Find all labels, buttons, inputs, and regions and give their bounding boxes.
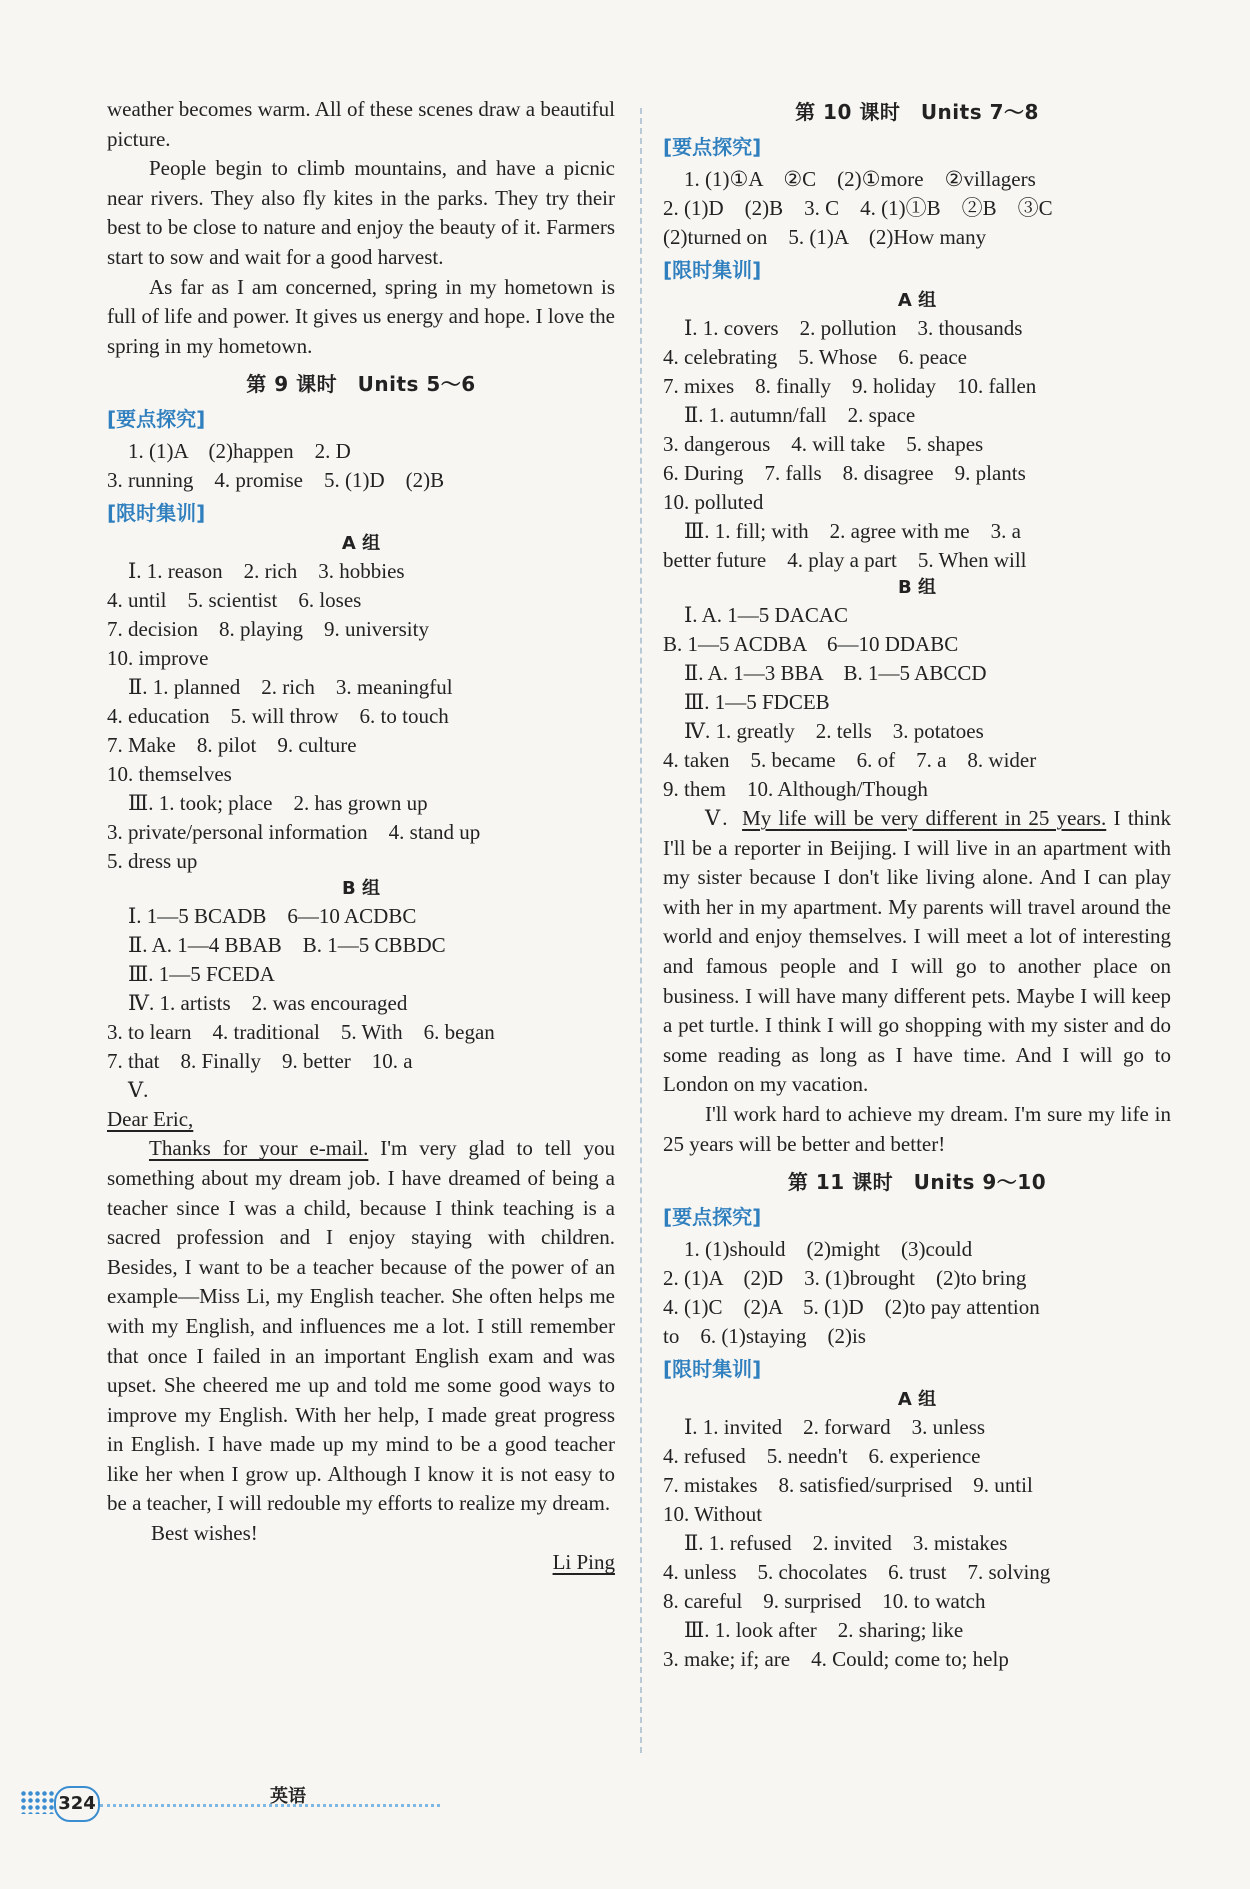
section-xianshi: [限时集训] — [663, 1357, 762, 1382]
answer-line: 4. (1)C (2)A 5. (1)D (2)to pay attention — [663, 1295, 1040, 1320]
answer-line: Ⅰ. A. 1—5 DACAC — [663, 603, 849, 627]
letter-text: I'm very glad to tell you something about my dream job. I have dreamed of being a teacher since I was a child, because I think teaching is a sacred profession and I enjoy staying with children. Besides, I want to be a teacher because of the power of an example—Miss Li, my English teacher. She often helps me with my English, and influences me a lot. I still remember that once I failed in an important English exam and was upset. She cheered me up and told me some good ways to improve my English. With her help, I made great progress in English. I have made up my mind to be a good teacher like her when I grow up. Although I know it is not easy to be a teacher, I will redouble my efforts to realize my dream. — [107, 1136, 615, 1516]
answer-line: 3. running 4. promise 5. (1)D (2)B — [107, 468, 445, 493]
page-footer — [20, 1782, 440, 1822]
answer-line: Ⅱ. A. 1—3 BBA B. 1—5 ABCCD — [663, 661, 987, 685]
answer-line: 3. dangerous 4. will take 5. shapes — [663, 432, 984, 456]
answer-line: Ⅰ. 1. reason 2. rich 3. hobbies — [107, 559, 405, 584]
answer-line: Ⅲ. 1. look after 2. sharing; like — [663, 1618, 964, 1643]
answer-line: 3. make; if; are 4. Could; come to; help — [663, 1647, 1009, 1672]
group-a-label: A 组 — [897, 290, 937, 311]
letter-body — [107, 1134, 615, 1519]
group-a-label: A 组 — [341, 533, 381, 555]
subject-label: 英语 — [270, 1786, 306, 1807]
answer-line: (2)turned on 5. (1)A (2)How many — [663, 225, 987, 249]
paragraph-2: As far as I am concerned, spring in my hometown is full of life and power. It gives us energy and hope. I love the spring in my hometown. — [107, 274, 615, 358]
dots-decoration-icon — [20, 1790, 54, 1814]
page-number: 324 — [54, 1786, 100, 1822]
lesson-10-title: 第 10 课时 Units 7～8 — [795, 100, 1039, 124]
answer-line: Ⅲ. 1—5 FCEDA — [107, 962, 275, 987]
answer-line: 1. (1)①A ②C (2)①more ②villagers — [663, 167, 1036, 191]
letter-salutation: Dear Eric, — [107, 1107, 194, 1132]
letter-closing: Best wishes! — [151, 1521, 258, 1546]
answer-line: Ⅱ. 1. refused 2. invited 3. mistakes — [663, 1531, 1008, 1556]
right-column — [663, 95, 1171, 1674]
answer-line: 7. that 8. Finally 9. better 10. a — [107, 1049, 413, 1074]
answer-line: Ⅰ. 1—5 BCADB 6—10 ACDBC — [107, 904, 417, 929]
left-column — [107, 95, 615, 1577]
letter-opening: Thanks for your e-mail. — [149, 1136, 369, 1161]
group-b-label: B 组 — [342, 878, 380, 900]
answer-line: 4. taken 5. became 6. of 7. a 8. wider — [663, 748, 1037, 772]
essay-body: I think I'll be a reporter in Beijing. I will live in an apartment with my sister because I don't like living alone. And I can play with her in my apartment. My parents will travel around the world and enjoy themselves. I will meet a lot of interesting and famous people and I will go to another place on business. I will have many different pets. Maybe I will keep a pet turtle. I think I will go shopping with my sister and do some reading as long as I have time. And I will go to London on my vacation. — [663, 806, 1171, 1097]
answer-line: 5. dress up — [107, 849, 198, 874]
answer-line: 7. mistakes 8. satisfied/surprised 9. until — [663, 1473, 1033, 1498]
essay — [663, 804, 1171, 1100]
answer-line: Ⅰ. 1. invited 2. forward 3. unless — [663, 1415, 986, 1440]
section-yaodian: [要点探究] — [107, 407, 206, 432]
answer-line: 8. careful 9. surprised 10. to watch — [663, 1589, 986, 1614]
essay-label: Ⅴ. — [705, 806, 728, 830]
answer-line: to 6. (1)staying (2)is — [663, 1324, 866, 1349]
section-yaodian: [要点探究] — [663, 135, 762, 159]
answer-line: B. 1—5 ACDBA 6—10 DDABC — [663, 632, 959, 656]
answer-line: Ⅳ. 1. artists 2. was encouraged — [107, 991, 408, 1016]
answer-line: 7. decision 8. playing 9. university — [107, 617, 429, 642]
answer-line: 10. themselves — [107, 762, 232, 787]
paragraph-1: People begin to climb mountains, and have a picnic near rivers. They also fly kites in the parks. They try their best to be close to nature and enjoy the beauty of it. Farmers start to sow and wait for a good harvest. — [107, 156, 615, 269]
section-xianshi: [限时集训] — [107, 501, 206, 526]
answer-line: Ⅳ. 1. greatly 2. tells 3. potatoes — [663, 719, 984, 743]
essay-ending: I'll work hard to achieve my dream. I'm sure my life in 25 years will be better and better! — [663, 1101, 1171, 1156]
answer-line: 2. (1)A (2)D 3. (1)brought (2)to bring — [663, 1266, 1027, 1291]
lesson-9-title: 第 9 课时 Units 5～6 — [246, 372, 476, 397]
answer-line: 7. Make 8. pilot 9. culture — [107, 733, 357, 758]
intro-tail: weather becomes warm. All of these scenes draw a beautiful picture. — [107, 97, 615, 151]
answer-line: 10. improve — [107, 646, 209, 671]
answer-line: 3. private/personal information 4. stand up — [107, 820, 481, 845]
letter-signature: Li Ping — [552, 1550, 615, 1575]
answer-line: Ⅰ. 1. covers 2. pollution 3. thousands — [663, 316, 1023, 340]
answer-line: 10. polluted — [663, 490, 764, 514]
answer-line: 4. refused 5. needn't 6. experience — [663, 1444, 981, 1469]
section-xianshi: [限时集训] — [663, 258, 762, 282]
answer-line: Ⅲ. 1. fill; with 2. agree with me 3. a — [663, 519, 1021, 543]
answer-line: Ⅱ. 1. autumn/fall 2. space — [663, 403, 916, 427]
answer-line: 1. (1)should (2)might (3)could — [663, 1237, 973, 1262]
answer-line: better future 4. play a part 5. When will — [663, 548, 1027, 572]
answer-line: 1. (1)A (2)happen 2. D — [107, 439, 351, 464]
section-yaodian: [要点探究] — [663, 1205, 762, 1230]
answer-line: 9. them 10. Although/Though — [663, 777, 928, 801]
answer-line: Ⅲ. 1. took; place 2. has grown up — [107, 791, 428, 816]
column-divider — [640, 108, 642, 1753]
essay-title: My life will be very different in 25 years. — [742, 806, 1107, 830]
answer-line: 3. to learn 4. traditional 5. With 6. began — [107, 1020, 495, 1045]
answer-line: 4. until 5. scientist 6. loses — [107, 588, 362, 613]
answer-line: 6. During 7. falls 8. disagree 9. plants — [663, 461, 1026, 485]
answer-line: 2. (1)D (2)B 3. C 4. (1)①B ②B ③C — [663, 196, 1053, 220]
answer-line: 4. celebrating 5. Whose 6. peace — [663, 345, 967, 369]
answer-line: 7. mixes 8. finally 9. holiday 10. fallen — [663, 374, 1037, 398]
answer-line: Ⅴ. — [107, 1078, 149, 1103]
group-b-label: B 组 — [898, 577, 936, 598]
answer-line: 4. unless 5. chocolates 6. trust 7. solving — [663, 1560, 1051, 1585]
answer-line: Ⅲ. 1—5 FDCEB — [663, 690, 830, 714]
answer-line: 10. Without — [663, 1502, 763, 1527]
group-a-label: A 组 — [897, 1389, 937, 1411]
lesson-11-title: 第 11 课时 Units 9～10 — [787, 1170, 1047, 1195]
answer-line: 4. education 5. will throw 6. to touch — [107, 704, 449, 729]
answer-line: Ⅱ. A. 1—4 BBAB B. 1—5 CBBDC — [107, 933, 446, 958]
answer-line: Ⅱ. 1. planned 2. rich 3. meaningful — [107, 675, 453, 700]
